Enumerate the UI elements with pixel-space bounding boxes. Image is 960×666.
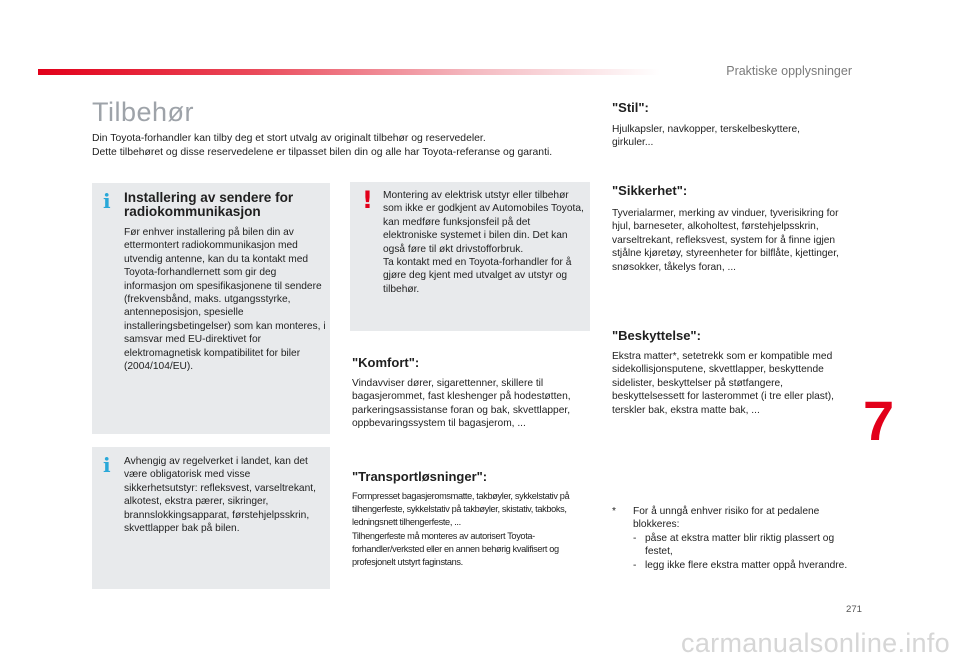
info-box-radio <box>92 183 330 434</box>
info-box-regulations <box>92 447 330 589</box>
footnote-item <box>633 532 852 559</box>
footnote-dash: - <box>633 559 637 571</box>
stil-heading: "Stil": <box>612 100 649 115</box>
info-box-radio-body: Før enhver installering på bilen din av ettermontert radiokommunikasjon med utvendig antenne, kan du ta kontakt med Toyota-forhandlernett som gir deg informasjon om spesifikasjonene til sendere (frekvensbånd, maks. utgangsstyrke, antenneposisjon, spesielle installeringsbetingelser) som kan monteres, i samsvar med EU-direktivet for elektromagnetisk kompatibilitet for biler (2004/104/EU). <box>124 227 326 373</box>
page-title: Tilbehør <box>92 97 195 127</box>
intro-text: Din Toyota-forhandler kan tilby deg et stort utvalg av originalt tilbehør og reservedeler. Dette tilbehøret og disse reservedelene er tilpasset bilen din og alle har Toyota-referanse og garanti. <box>92 133 553 158</box>
footnote-item <box>633 559 852 572</box>
transport-text: Formpresset bagasjeromsmatte, takbøyler, sykkelstativ på tilhengerfeste, sykkelstativ på takbøyler, skistativ, takboks, ledningsnett tilhengerfeste, ... Tilhengerfeste må monteres av autorisert Toyota-forhandler/verksted eller en annen behørig kvalifisert og profesjonelt utstyrt faginstans. <box>352 491 570 568</box>
sikkerhet-heading: "Sikkerhet": <box>612 183 688 198</box>
stil-text: Hjulkapsler, navkopper, terskelbeskyttere, girkuler... <box>612 124 800 149</box>
transport-heading: "Transportløsninger": <box>352 469 488 484</box>
warning-icon: ! <box>362 186 373 214</box>
warning-box <box>350 182 590 331</box>
footnote-mark: * <box>612 506 616 517</box>
info-icon: i <box>103 189 111 213</box>
sikkerhet-text: Tyverialarmer, merking av vinduer, tyverisikring for hjul, barneseter, alkoholtest, førstehjelpsskrin, varseltrekant, refleksvest, system for å finne igjen stjålne kjøretøy, styreenheter for bilflåte, kjettinger, snøsokker, tåkelys foran, ... <box>612 208 839 273</box>
info-icon: i <box>103 453 111 477</box>
section-header: Praktiske opplysninger <box>726 64 852 78</box>
komfort-text: Vindavviser dører, sigarettenner, skillere til bagasjerommet, fast kleshenger på hodestøtten, parkeringsassistanse foran og bak, skvettlapper, oppbevaringssystem til bagasjerom, ... <box>352 378 571 430</box>
footnote <box>612 505 852 572</box>
footnote-text: For å unngå enhver risiko for at pedalene blokkeres: <box>633 506 820 531</box>
footnote-item-text: legg ikke flere ekstra matter oppå hverandre. <box>645 559 848 571</box>
footnote-list <box>633 532 852 572</box>
footnote-item-text: påse at ekstra matter blir riktig plassert og festet, <box>645 532 835 558</box>
komfort-heading: "Komfort": <box>352 355 420 370</box>
watermark: carmanualsonline.info <box>681 628 950 658</box>
header-accent-bar <box>38 69 660 75</box>
info-box-regulations-body: Avhengig av regelverket i landet, kan det være obligatorisk med visse sikkerhetsutstyr: refleksvest, varseltrekant, alkotest, ekstra pærer, sikringer, brannslokkingsapparat, førstehjelpsskrin, skvettlapper bak på bilen. <box>124 456 316 535</box>
page-number: 271 <box>845 604 862 615</box>
warning-box-body: Montering av elektrisk utstyr eller tilbehør som ikke er godkjent av Automobiles Toyota, kan medføre funksjonsfeil på det elektroniske systemet i bilen din. Det kan også føre til økt drivstofforbruk. Ta kontakt med en Toyota-forhandler for å gjøre deg kjent med utvalget av utstyr og tilbehør. <box>383 190 584 295</box>
footnote-dash: - <box>633 532 637 544</box>
info-box-radio-title: Installering av sendere for radiokommunikasjon <box>124 190 294 219</box>
beskyttelse-text: Ekstra matter*, setetrekk som er kompatible med sidekollisjonsputene, skvettlapper, beskyttende sidelister, beskyttelser på støtfangere, beskyttelsessett for lasterommet (i tre eller plast), terskler bak, ekstra matte bak, ... <box>612 351 834 416</box>
chapter-number: 7 <box>863 389 895 452</box>
beskyttelse-heading: "Beskyttelse": <box>612 328 701 343</box>
